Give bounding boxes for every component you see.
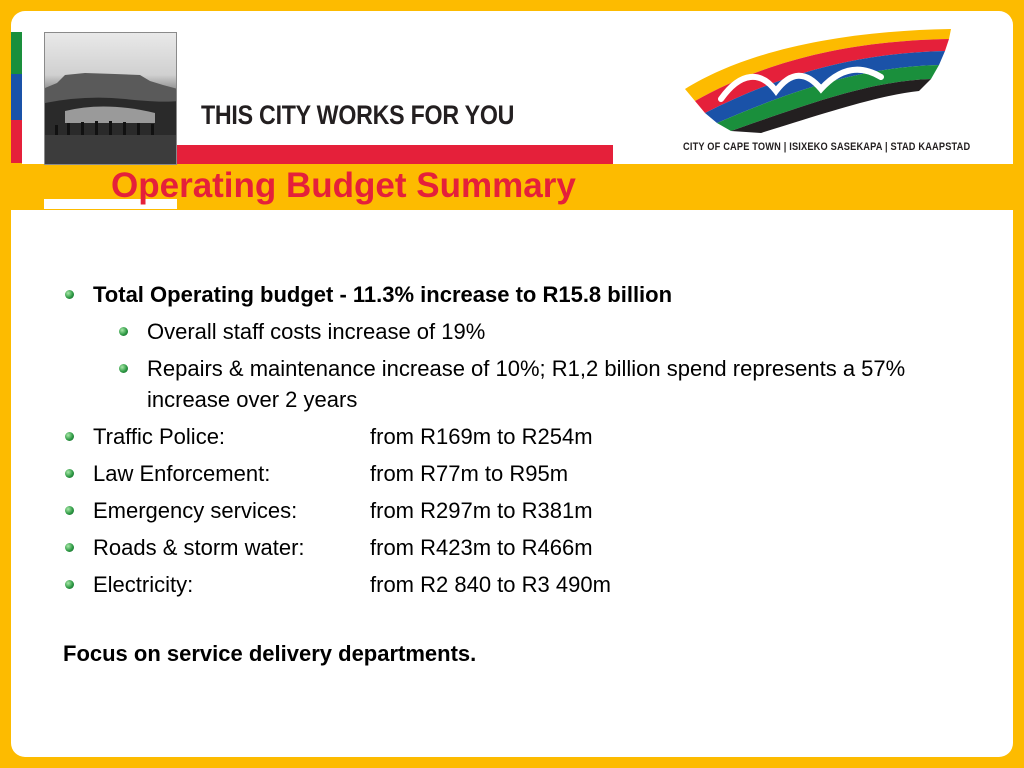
budget-item: [63, 569, 963, 600]
slide: [11, 11, 1013, 757]
bullet-icon: [65, 290, 74, 299]
bullet-icon: [119, 364, 128, 373]
sub-bullet: [63, 316, 963, 347]
logo-caption: CITY OF CAPE TOWN | ISIXEKO SASEKAPA | STAD KAAPSTAD: [683, 141, 971, 153]
cape-town-logo-icon: [681, 19, 971, 134]
bullet-icon: [65, 469, 74, 478]
budget-item: [63, 495, 963, 526]
budget-item-value: from R2 840 to R3 490m: [370, 572, 611, 597]
budget-item-label: Law Enforcement:: [93, 461, 271, 486]
main-bullet: [63, 279, 963, 310]
slide-content: [63, 279, 963, 606]
tagline: THIS CITY WORKS FOR YOU: [201, 100, 515, 130]
budget-item-value: from R77m to R95m: [370, 461, 569, 486]
budget-item-value: from R169m to R254m: [370, 424, 593, 449]
bullet-icon: [65, 432, 74, 441]
bullet-icon: [65, 543, 74, 552]
main-bullet-text: Total Operating budget - 11.3% increase to R15.8 billion: [93, 282, 673, 307]
sub-bullet: [63, 353, 963, 415]
sub-bullet-text: Overall staff costs increase of 19%: [147, 319, 486, 344]
page-title: Operating Budget Summary: [111, 166, 576, 205]
budget-item-label: Traffic Police:: [93, 424, 226, 449]
footer-note: Focus on service delivery departments.: [63, 641, 477, 666]
budget-item: [63, 421, 963, 452]
budget-item: [63, 458, 963, 489]
budget-item-value: from R423m to R466m: [370, 535, 593, 560]
budget-item-label: Emergency services:: [93, 498, 298, 523]
budget-item-label: Roads & storm water:: [93, 535, 305, 560]
bullet-icon: [119, 327, 128, 336]
bullet-icon: [65, 580, 74, 589]
bullet-icon: [65, 506, 74, 515]
budget-item-label: Electricity:: [93, 572, 194, 597]
budget-item-value: from R297m to R381m: [370, 498, 593, 523]
sub-bullet-text: Repairs & maintenance increase of 10%; R1,2 billion spend represents a 57% increase over 2 years: [147, 356, 906, 412]
budget-item: [63, 532, 963, 563]
header-red-bar: [177, 145, 613, 164]
table-mountain-photo: [44, 32, 177, 165]
